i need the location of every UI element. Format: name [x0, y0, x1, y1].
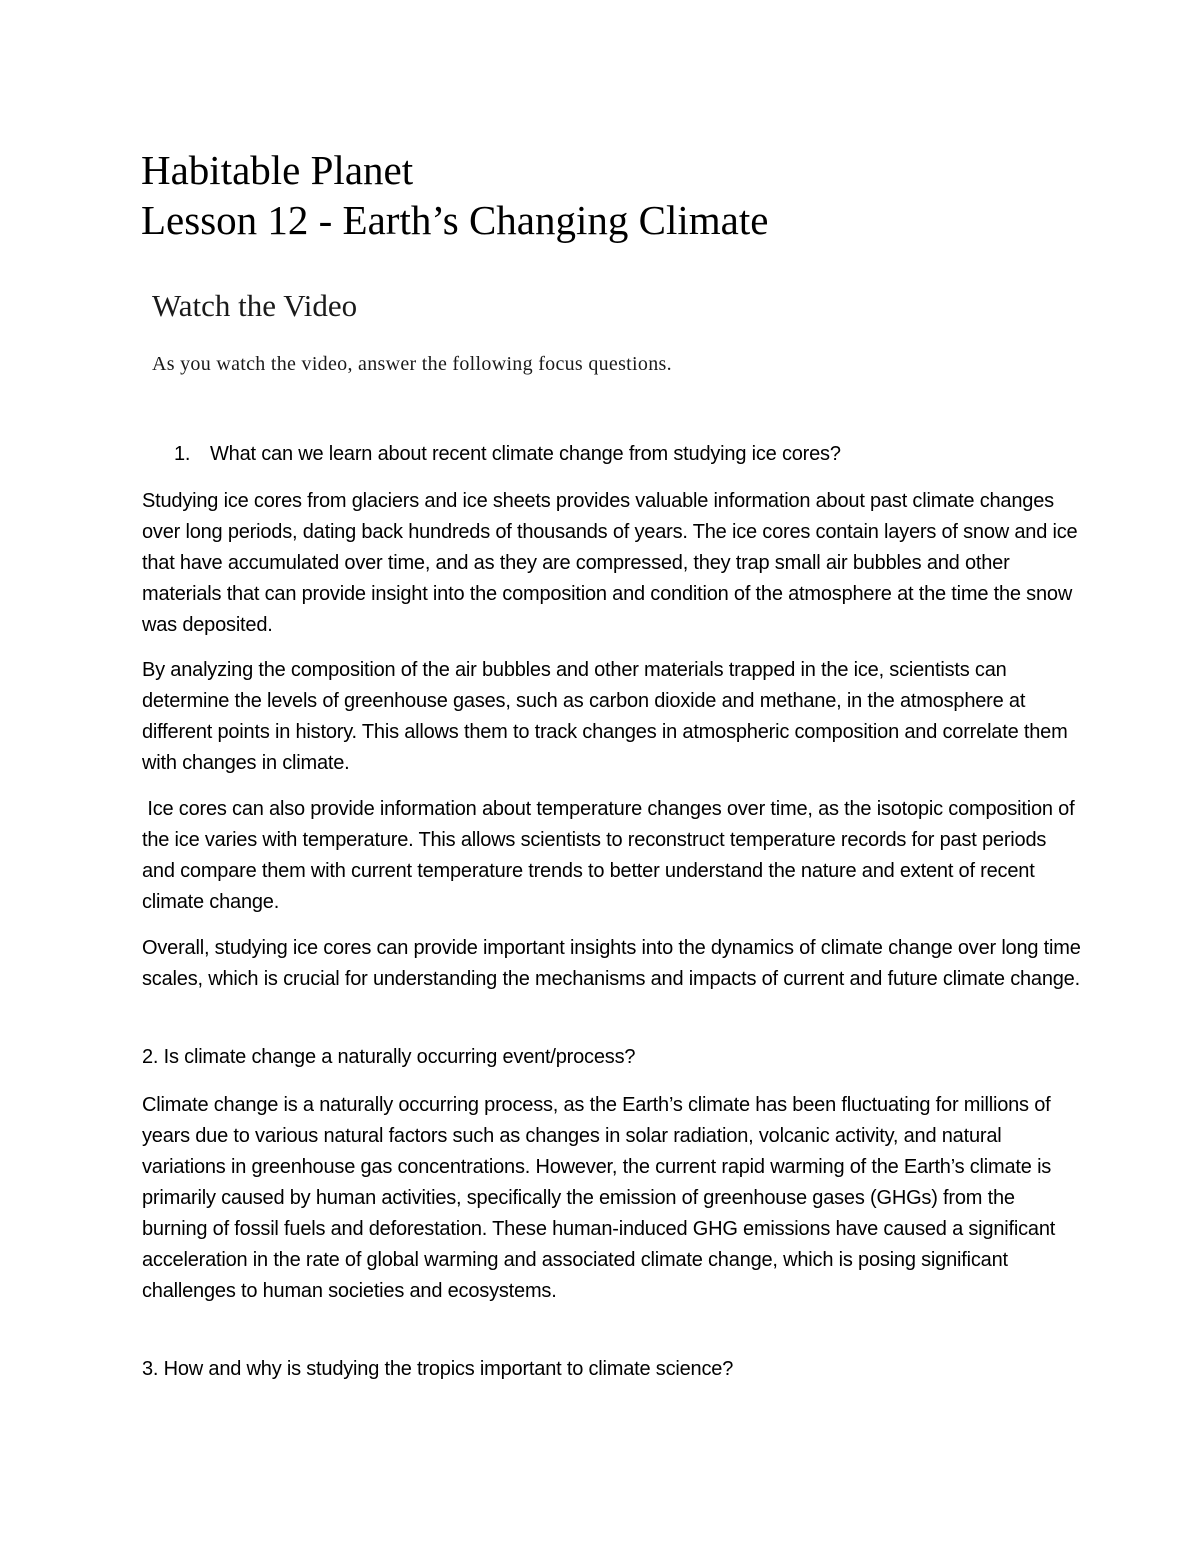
- answer-1-paragraph: By analyzing the composition of the air bubbles and other materials trapped in the ice, scientists can determine the levels of greenhouse gases, such as carbon dioxide and methane, in the atmosphere at different points in history. This allows them to track changes in atmospheric composition and correlate them with changes in climate.: [142, 659, 1068, 774]
- question-3: 3. How and why is studying the tropics important to climate science?: [142, 1358, 734, 1380]
- answer-1-paragraph: Overall, studying ice cores can provide important insights into the dynamics of climate change over long time scales, which is crucial for understanding the mechanisms and impacts of current and future climate change.: [142, 937, 1081, 990]
- lesson-title: Lesson 12 - Earth’s Changing Climate: [141, 197, 769, 243]
- section-heading: Watch the Video: [152, 288, 358, 323]
- question-1: [174, 439, 841, 470]
- question-1-text: What can we learn about recent climate change from studying ice cores?: [210, 443, 841, 465]
- answer-2-paragraph: Climate change is a naturally occurring process, as the Earth’s climate has been fluctuating for millions of years due to various natural factors such as changes in solar radiation, volcanic activity, and natural variations in greenhouse gas concentrations. However, the current rapid warming of the Earth’s climate is primarily caused by human activities, specifically the emission of greenhouse gases (GHGs) from the burning of fossil fuels and deforestation. These human-induced GHG emissions have caused a significant acceleration in the rate of global warming and associated climate change, which is posing significant challenges to human societies and ecosystems.: [142, 1094, 1056, 1302]
- answer-1-paragraph: Ice cores can also provide information about temperature changes over time, as the isotopic composition of the ice varies with temperature. This allows scientists to reconstruct temperature records for past periods and compare them with current temperature trends to better understand the nature and extent of recent climate change.: [142, 798, 1080, 913]
- instruction-text: As you watch the video, answer the following focus questions.: [152, 353, 672, 375]
- question-1-number: 1.: [174, 443, 191, 465]
- answer-1-paragraph: Studying ice cores from glaciers and ice sheets provides valuable information about past climate changes over long periods, dating back hundreds of thousands of years. The ice cores contain layers of snow and ice that have accumulated over time, and as they are compressed, they trap small air bubbles and other materials that can provide insight into the composition and condition of the atmosphere at the time the snow was deposited.: [142, 490, 1078, 636]
- question-2: 2. Is climate change a naturally occurring event/process?: [142, 1046, 636, 1068]
- document-title: Habitable Planet: [141, 147, 414, 193]
